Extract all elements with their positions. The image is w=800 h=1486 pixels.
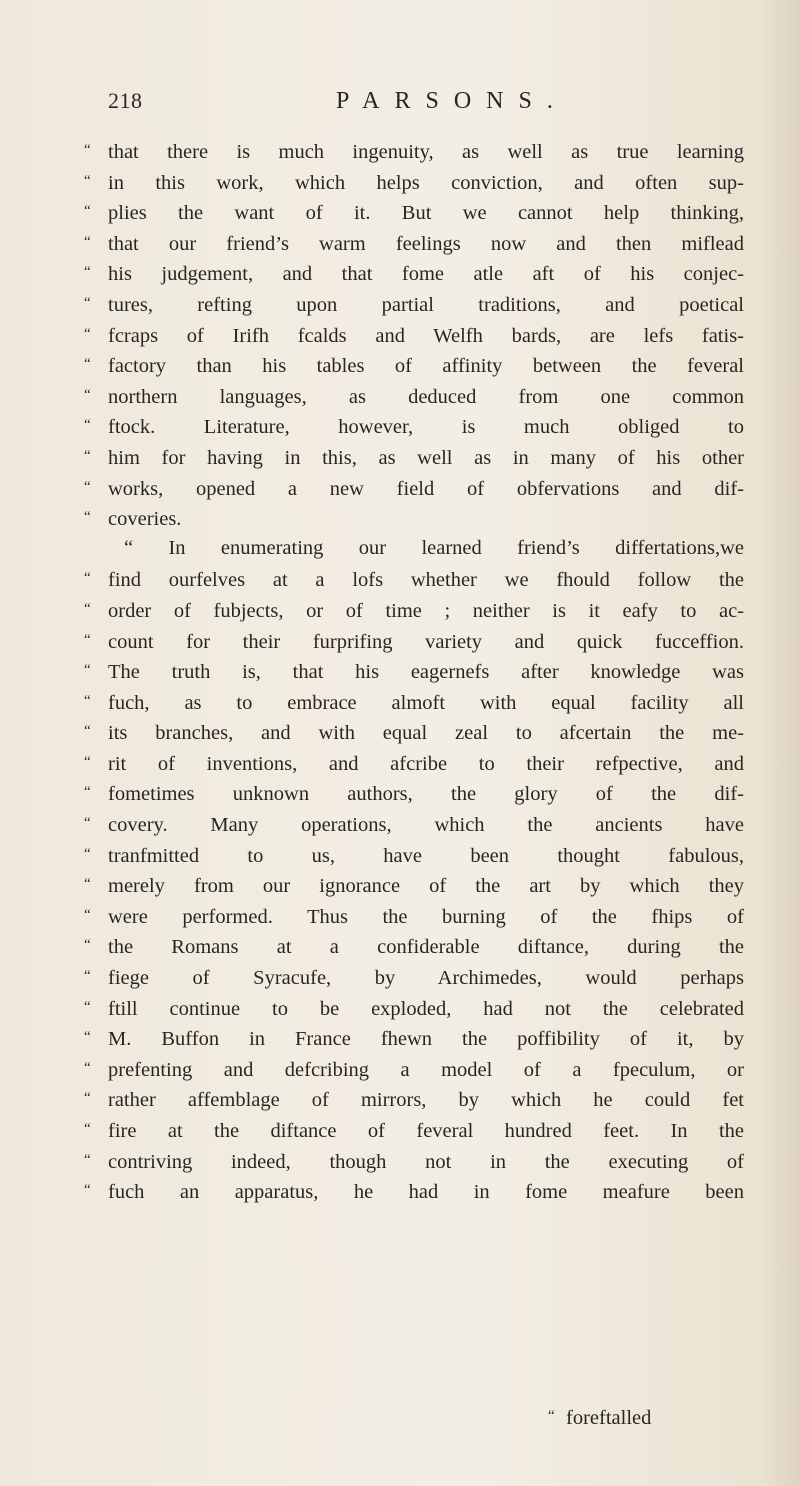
text-line: “ coveries. xyxy=(84,502,744,533)
quote-mark: “ xyxy=(84,233,91,250)
quote-mark: “ xyxy=(84,723,91,740)
text-line: “ tures, refting upon partial traditions, and poetical xyxy=(84,288,744,319)
quote-mark: “ xyxy=(84,509,91,526)
text-line: “ merely from our ignorance of the art by which they xyxy=(84,869,744,900)
text-line: “ fiege of Syracufe, by Archimedes, would perhaps xyxy=(84,961,744,992)
text-line: “ count for their furprifing variety and quick fucceffion. xyxy=(84,625,744,656)
text-line: “ fuch, as to embrace almoft with equal facility all xyxy=(84,686,744,717)
quote-mark: “ xyxy=(84,1121,91,1137)
text-line: “ In enumerating our learned friend’s differtations,we xyxy=(124,536,744,559)
text-line: “ fire at the diftance of feveral hundred feet. In the xyxy=(84,1114,744,1145)
text-line: “ contriving indeed, though not in the executing of xyxy=(84,1145,744,1176)
text-line: “ him for having in this, as well as in many of his other xyxy=(84,441,744,472)
text-line: “ The truth is, that his eagernefs after knowledge was xyxy=(84,655,744,686)
text-line: “ fcraps of Irifh fcalds and Welfh bards, are lefs fatis- xyxy=(84,319,744,350)
text-line: “ in this work, which helps conviction, and often sup- xyxy=(84,166,744,197)
text-line: “ ftock. Literature, however, is much obliged to xyxy=(84,410,744,441)
text-line: “ his judgement, and that fome atle aft of his conjec- xyxy=(84,257,744,288)
text-line: “ were performed. Thus the burning of the fhips of xyxy=(84,900,744,931)
text-line: “ rather affemblage of mirrors, by which he could fet xyxy=(84,1083,744,1114)
quote-mark: “ xyxy=(84,784,91,801)
quote-mark: “ xyxy=(84,753,91,770)
quote-mark: “ xyxy=(84,1151,91,1168)
quote-mark: “ xyxy=(84,570,91,587)
page-edge-shadow xyxy=(760,0,800,1486)
quote-mark: “ xyxy=(548,1408,555,1424)
text-line: “ tranfmitted to us, have been thought fabulous, xyxy=(84,839,744,870)
quote-mark: “ xyxy=(84,600,91,617)
quote-mark: “ xyxy=(84,937,91,954)
text-line: “ the Romans at a confiderable diftance, during the xyxy=(84,930,744,961)
page-number: 218 xyxy=(108,88,143,113)
quote-mark: “ xyxy=(84,417,91,434)
text-line: “ that there is much ingenuity, as well as true learning xyxy=(84,135,744,166)
quote-mark: “ xyxy=(84,294,91,311)
text-line: “ plies the want of it. But we cannot help thinking, xyxy=(84,196,744,227)
catchword: “ foreftalled xyxy=(548,1407,652,1429)
quote-mark: “ xyxy=(84,845,91,862)
text-line: “ rit of inventions, and afcribe to their refpective, and xyxy=(84,747,744,778)
page-header xyxy=(108,88,728,122)
quote-mark: “ xyxy=(84,447,91,464)
quote-mark: “ xyxy=(84,264,91,281)
quote-mark: “ xyxy=(84,142,91,158)
quote-mark: “ xyxy=(84,1029,91,1046)
quote-mark: “ xyxy=(84,815,91,832)
quote-mark: “ xyxy=(84,631,91,648)
text-line: “ works, opened a new field of obfervations and dif- xyxy=(84,472,744,503)
quote-mark: “ xyxy=(84,1059,91,1076)
quote-mark: “ xyxy=(84,876,91,893)
quote-mark: “ xyxy=(84,325,91,342)
text-line: “ find ourfelves at a lofs whether we fhould follow the xyxy=(84,563,744,594)
quote-mark: “ xyxy=(84,1182,91,1199)
quote-mark: “ xyxy=(84,1090,91,1107)
quote-mark: “ xyxy=(84,356,91,373)
running-head: PARSONS. xyxy=(336,88,568,114)
text-line: “ ftill continue to be exploded, had not the celebrated xyxy=(84,992,744,1023)
text-line: “ prefenting and defcribing a model of a fpeculum, or xyxy=(84,1053,744,1084)
quote-mark: “ xyxy=(84,172,91,189)
text-line: “ fuch an apparatus, he had in fome meafure been xyxy=(84,1175,744,1206)
quote-mark: “ xyxy=(84,478,91,495)
quote-mark: “ xyxy=(84,968,91,985)
text-line: “ northern languages, as deduced from one common xyxy=(84,380,744,411)
text-line: “ factory than his tables of affinity between the feveral xyxy=(84,349,744,380)
quote-mark: “ xyxy=(84,662,91,679)
text-line: “ its branches, and with equal zeal to afcertain the me- xyxy=(84,716,744,747)
quote-mark: “ xyxy=(84,906,91,923)
quote-mark: “ xyxy=(84,386,91,403)
text-line: “ covery. Many operations, which the ancients have xyxy=(84,808,744,839)
text-line: “ order of fubjects, or of time ; neither is it eafy to ac- xyxy=(84,594,744,625)
body-text xyxy=(84,135,744,1206)
text-line: “ that our friend’s warm feelings now and then miflead xyxy=(84,227,744,258)
text-line: “ M. Buffon in France fhewn the poffibility of it, by xyxy=(84,1022,744,1053)
quote-mark: “ xyxy=(84,998,91,1015)
quote-mark: “ xyxy=(84,203,91,220)
quote-mark: “ xyxy=(84,692,91,709)
text-line: “ fometimes unknown authors, the glory of the dif- xyxy=(84,777,744,808)
